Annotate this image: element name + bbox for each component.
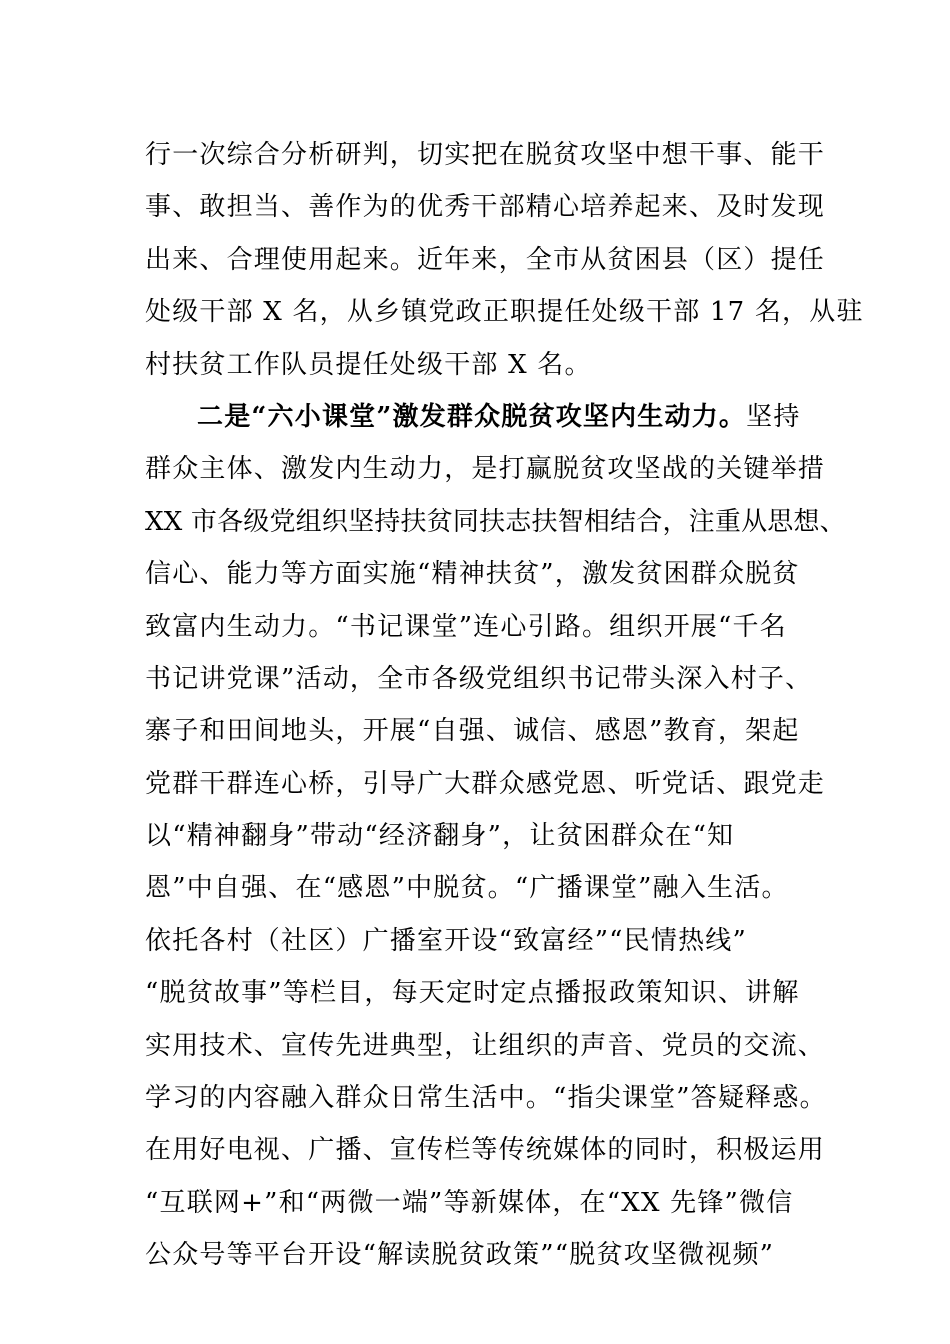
text-line: 寨子和田间地头，开展“自强、诚信、感恩”教育，架起 xyxy=(145,716,800,747)
text-line: 恩”中自强、在“感恩”中脱贫。“广播课堂”融入生活。 xyxy=(145,873,789,904)
text-line: 处级干部 X 名，从乡镇党政正职提任处级干部 17 名，从驻 xyxy=(145,297,864,328)
text-line: 行一次综合分析研判，切实把在脱贫攻坚中想干事、能干 xyxy=(145,140,826,170)
text-line: 信心、能力等方面实施“精神扶贫”，激发贫困群众脱贫 xyxy=(145,559,800,590)
text-line: 群众主体、激发内生动力，是打赢脱贫攻坚战的关键举措 xyxy=(145,454,826,485)
text-line: “脱贫故事”等栏目，每天定时定点播报政策知识、讲解 xyxy=(145,978,800,1009)
text-line: 学习的内容融入群众日常生活中。“指尖课堂”答疑释惑。 xyxy=(145,1083,827,1114)
text-line: “互联网+”和“两微一端”等新媒体，在“XX 先锋”微信 xyxy=(145,1187,794,1218)
text-line: XX 市各级党组织坚持扶贫同扶志扶智相结合，注重从思想、 xyxy=(145,506,846,537)
text-line: 党群干群连心桥，引导广大群众感党恩、听党话、跟党走 xyxy=(145,768,826,799)
heading-tail: 坚持 xyxy=(746,401,801,432)
text-line: 出来、合理使用起来。近年来，全市从贫困县（区）提任 xyxy=(145,244,826,275)
body-text xyxy=(145,129,864,1282)
text-line: 致富内生动力。“书记课堂”连心引路。组织开展“千名 xyxy=(145,611,787,642)
text-line: 以“精神翻身”带动“经济翻身”，让贫困群众在“知 xyxy=(145,821,735,852)
text-line: 依托各村（社区）广播室开设“致富经”“民情热线” xyxy=(145,925,747,956)
text-line: 事、敢担当、善作为的优秀干部精心培养起来、及时发现 xyxy=(145,192,826,223)
text-line: 公众号等平台开设“解读脱贫政策”“脱贫攻坚微视频” xyxy=(145,1240,775,1271)
text-line: 书记讲党课”活动，全市各级党组织书记带头深入村子、 xyxy=(145,663,813,694)
text-line: 在用好电视、广播、宣传栏等传统媒体的同时，积极运用 xyxy=(145,1135,826,1166)
text-line: 村扶贫工作队员提任处级干部 X 名。 xyxy=(145,349,592,380)
section-heading: 二是“六小课堂”激发群众脱贫攻坚内生动力。 xyxy=(197,401,747,432)
paragraph-2 xyxy=(145,391,846,1282)
text-line: 实用技术、宣传先进典型，让组织的声音、党员的交流、 xyxy=(145,1030,826,1061)
paragraph-1 xyxy=(145,129,864,391)
text-line-heading xyxy=(145,391,835,443)
